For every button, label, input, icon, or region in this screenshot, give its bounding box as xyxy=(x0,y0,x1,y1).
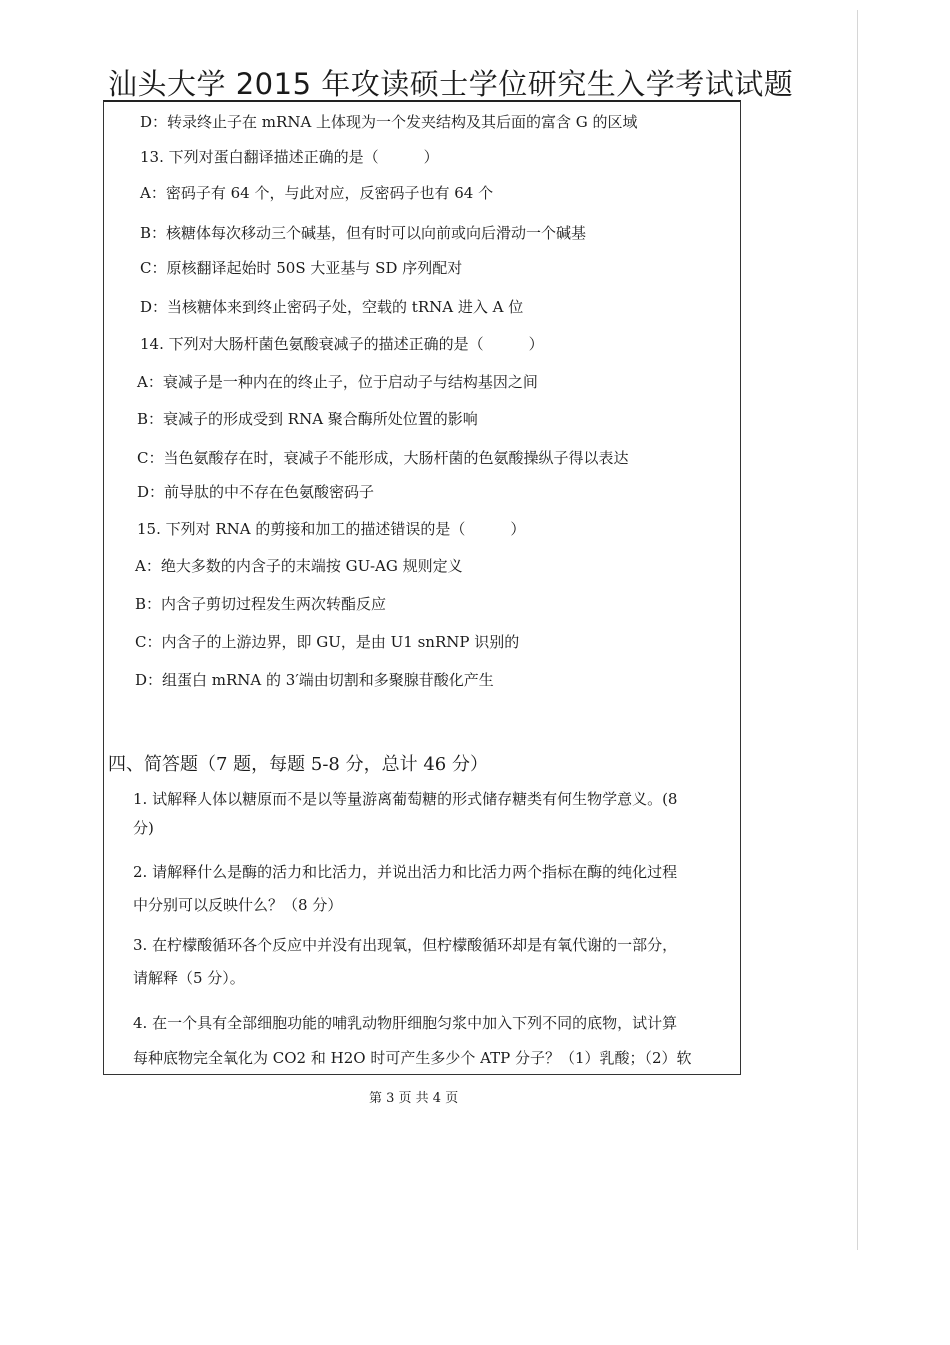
choice-line: D：组蛋白 mRNA 的 3′端由切割和多聚腺苷酸化产生 xyxy=(135,671,494,689)
choice-line: A：绝大多数的内含子的末端按 GU-AG 规则定义 xyxy=(135,557,463,575)
short-question-cont: 中分别可以反映什么？（8 分） xyxy=(133,896,343,914)
choice-line: C：当色氨酸存在时，衰减子不能形成，大肠杆菌的色氨酸操纵子得以表达 xyxy=(137,449,629,467)
short-question: 3. 在柠檬酸循环各个反应中并没有出现氧，但柠檬酸循环却是有氧代谢的一部分， xyxy=(133,936,678,954)
section-heading: 四、简答题（7 题，每题 5-8 分，总计 46 分） xyxy=(108,754,488,775)
choice-line: C：原核翻译起始时 50S 大亚基与 SD 序列配对 xyxy=(140,259,463,277)
exam-frame xyxy=(103,100,741,1075)
short-question-cont: 请解释（5 分）。 xyxy=(133,969,245,987)
choice-line: B：衰减子的形成受到 RNA 聚合酶所处位置的影响 xyxy=(137,410,478,428)
choice-line: C：内含子的上游边界，即 GU，是由 U1 snRNP 识别的 xyxy=(135,633,520,651)
choice-line: A：衰减子是一种内在的终止子，位于启动子与结构基因之间 xyxy=(137,373,538,391)
choice-line: D：当核糖体来到终止密码子处，空载的 tRNA 进入 A 位 xyxy=(140,298,524,316)
page-number: 第 3 页 共 4 页 xyxy=(369,1091,459,1106)
choice-line: B：内含子剪切过程发生两次转酯反应 xyxy=(135,595,387,613)
question-14: 14. 下列对大肠杆菌色氨酸衰减子的描述正确的是（ ） xyxy=(140,335,544,353)
page-title: 汕头大学 2015 年攻读硕士学位研究生入学考试试题 xyxy=(108,67,794,101)
short-question-cont: 每种底物完全氧化为 CO2 和 H2O 时可产生多少个 ATP 分子？（1）乳酸；（2）软 xyxy=(133,1049,692,1067)
choice-line: B：核糖体每次移动三个碱基，但有时可以向前或向后滑动一个碱基 xyxy=(140,224,587,242)
choice-line: D：前导肽的中不存在色氨酸密码子 xyxy=(137,483,375,501)
question-15: 15. 下列对 RNA 的剪接和加工的描述错误的是（ ） xyxy=(137,520,526,538)
choice-line: D：转录终止子在 mRNA 上体现为一个发夹结构及其后面的富含 G 的区域 xyxy=(140,113,638,131)
question-13: 13. 下列对蛋白翻译描述正确的是（ ） xyxy=(140,148,439,166)
short-question-cont: 分) xyxy=(133,819,154,837)
short-question: 1. 试解释人体以糖原而不是以等量游离葡萄糖的形式储存糖类有何生物学意义。(8 xyxy=(133,790,678,808)
scan-edge-line xyxy=(857,10,858,1250)
choice-line: A：密码子有 64 个，与此对应，反密码子也有 64 个 xyxy=(140,184,494,202)
short-question: 2. 请解释什么是酶的活力和比活力，并说出活力和比活力两个指标在酶的纯化过程 xyxy=(133,863,678,881)
short-question: 4. 在一个具有全部细胞功能的哺乳动物肝细胞匀浆中加入下列不同的底物，试计算 xyxy=(133,1014,678,1032)
